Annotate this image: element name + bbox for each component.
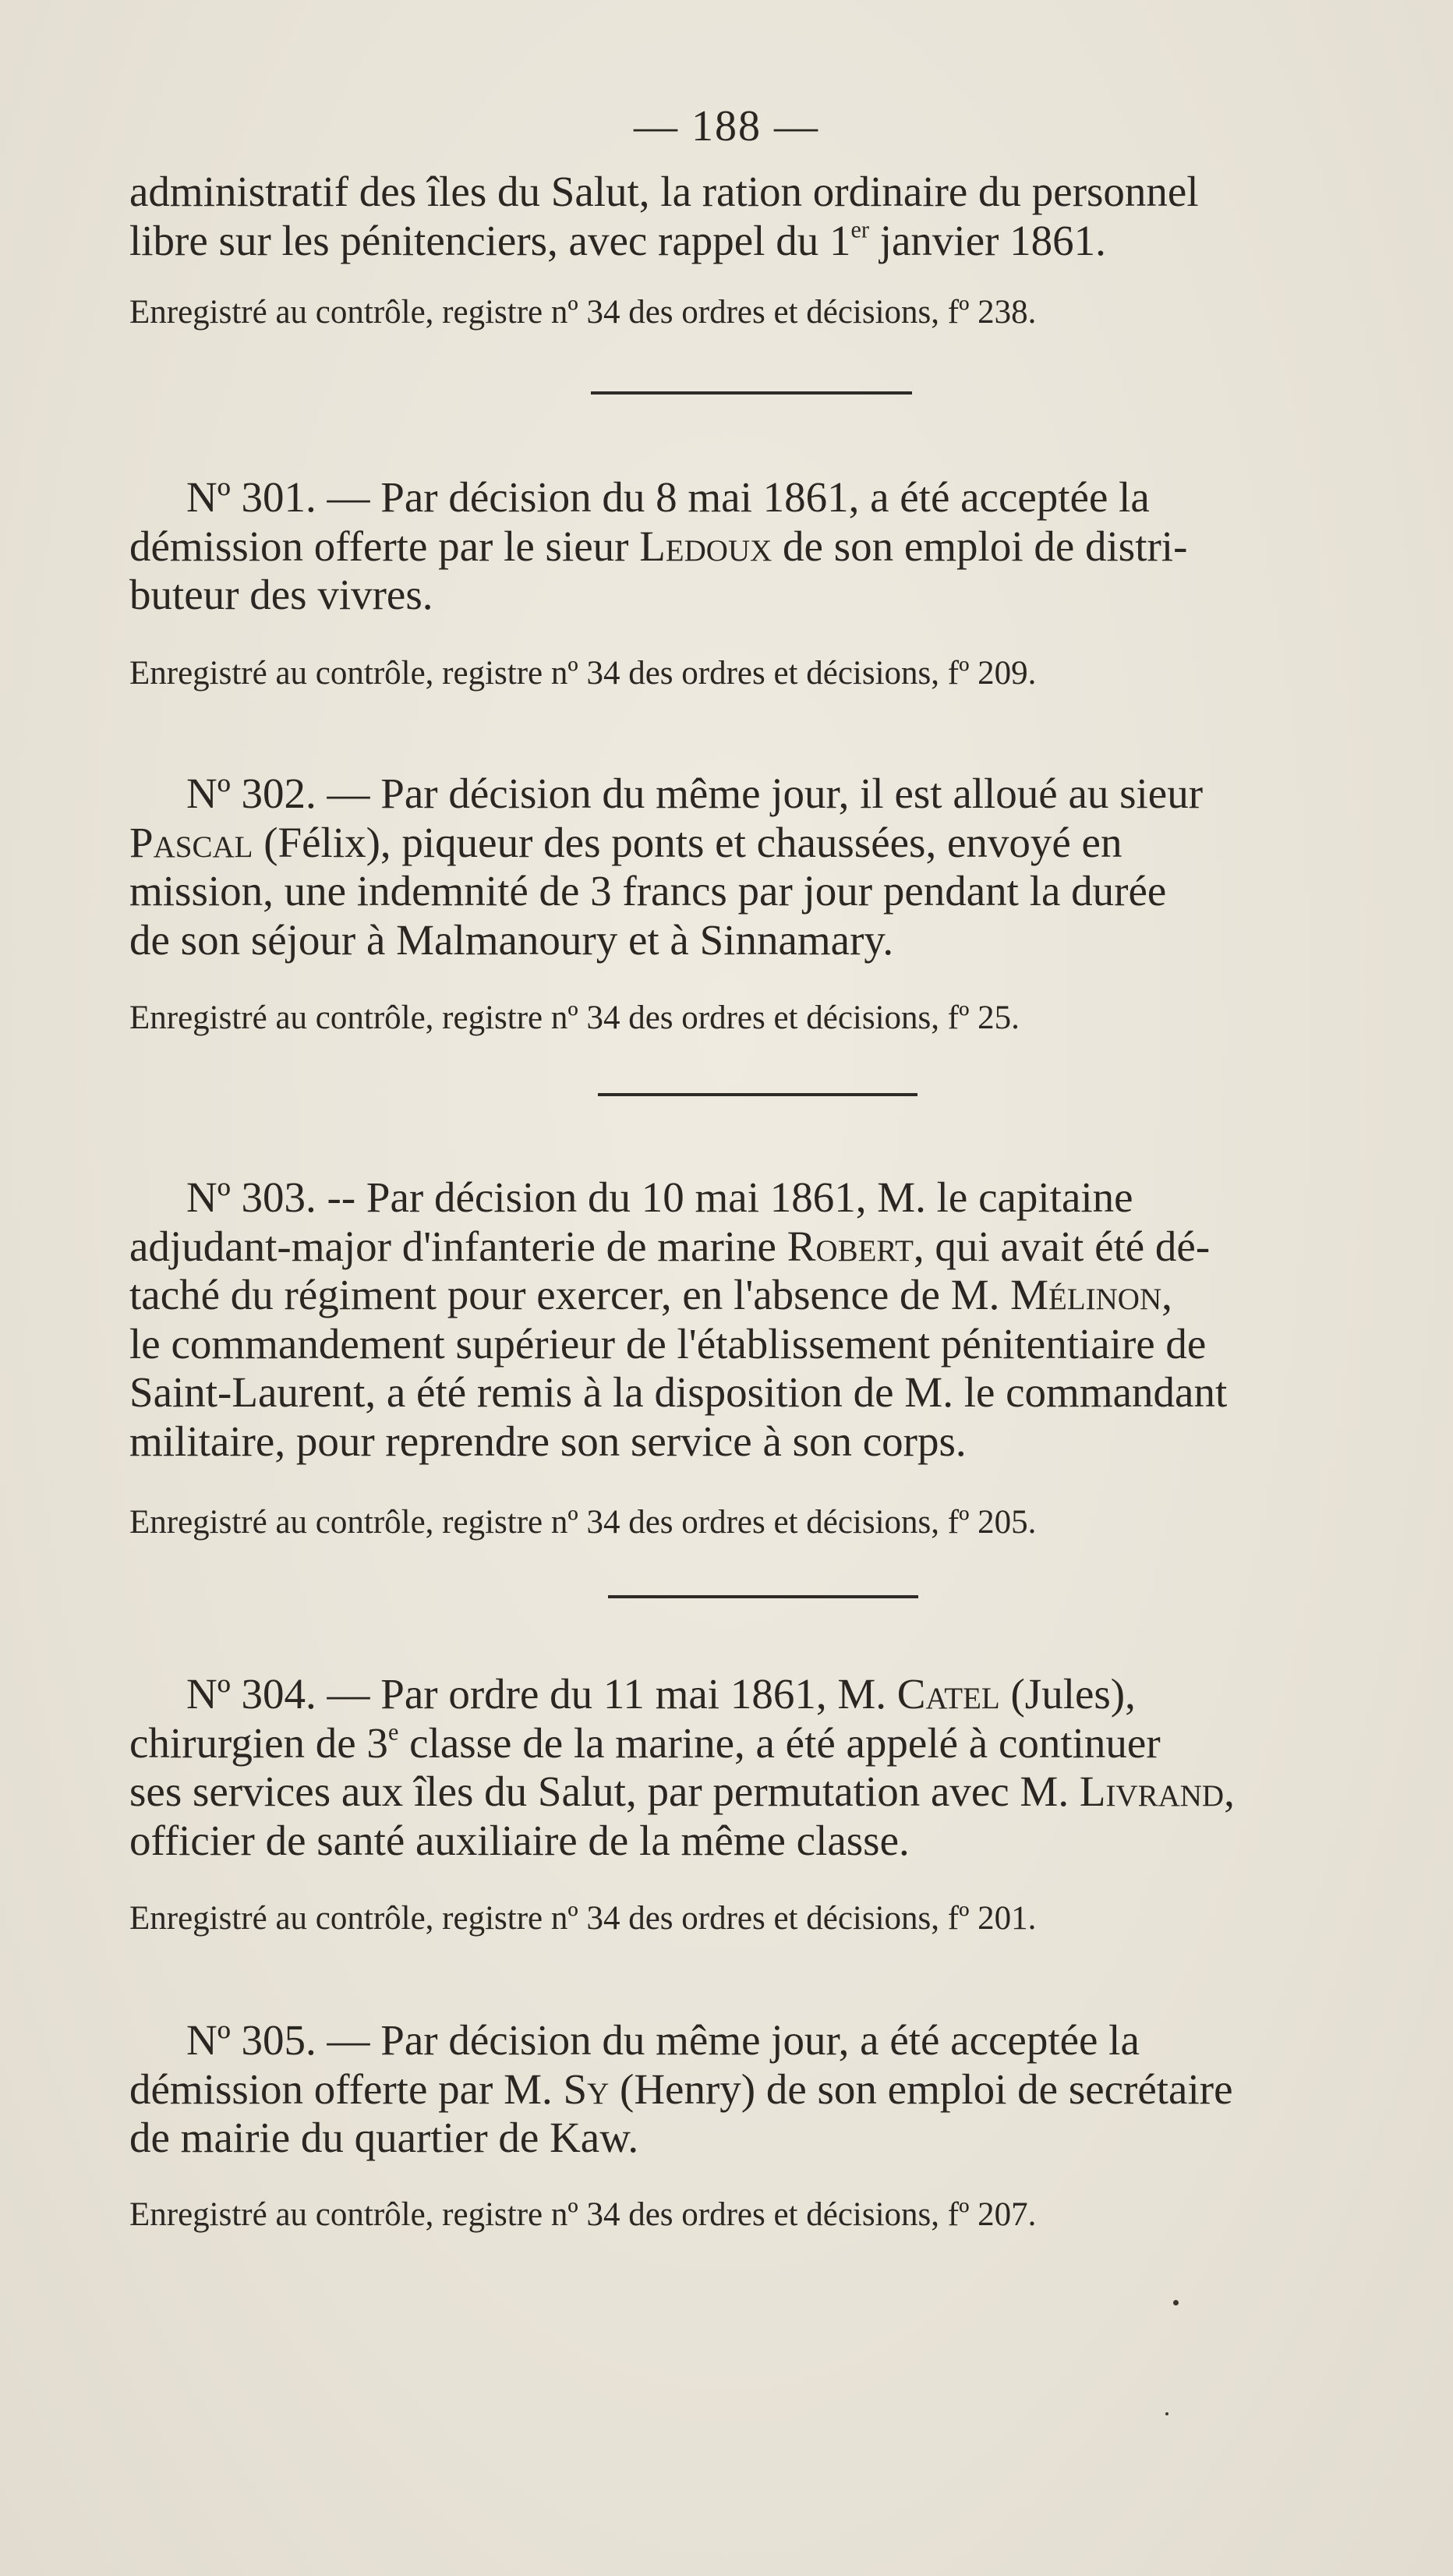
surname-livrand: Livrand	[1079, 1767, 1225, 1815]
entry-line: démission offerte par le sieur Ledoux de son emploi de distri-	[129, 522, 1188, 570]
separator-rule	[598, 1093, 917, 1096]
register-note: Enregistré au contrôle, registre nº 34 des ordres et décisions, fº 209.	[129, 655, 1037, 692]
register-note: Enregistré au contrôle, registre nº 34 des ordres et décisions, fº 25.	[129, 1000, 1020, 1036]
intro-line-2: libre sur les pénitenciers, avec rappel du 1er janvier 1861.	[129, 215, 1106, 264]
entry-line: militaire, pour reprendre son service à son corps.	[129, 1417, 967, 1465]
surname-sy: Sy	[563, 2065, 610, 2113]
entry-line: Nº 302. — Par décision du même jour, il est alloué au sieur	[186, 770, 1204, 817]
intro-paragraph	[129, 168, 1380, 265]
register-note: Enregistré au contrôle, registre nº 34 des ordres et décisions, fº 238.	[129, 294, 1037, 331]
entry-line: officier de santé auxiliaire de la même classe.	[129, 1816, 910, 1864]
entry-line: Nº 305. — Par décision du même jour, a été acceptée la	[186, 2016, 1140, 2064]
superscript-e: e	[387, 1718, 399, 1745]
entry-line: Nº 303. -- Par décision du 10 mai 1861, M. le capitaine	[186, 1173, 1133, 1221]
register-note: Enregistré au contrôle, registre nº 34 des ordres et décisions, fº 207.	[129, 2196, 1037, 2233]
entry-line: ses services aux îles du Salut, par permutation avec M. Livrand,	[129, 1767, 1235, 1815]
entry-line: de son séjour à Malmanoury et à Sinnamary.	[129, 915, 894, 964]
surname-pascal: Pascal	[129, 818, 253, 866]
register-note: Enregistré au contrôle, registre nº 34 des ordres et décisions, fº 201.	[129, 1900, 1037, 1937]
entry-line: adjudant-major d'infanterie de marine Robert, qui avait été dé-	[129, 1222, 1211, 1270]
entry-line: de mairie du quartier de Kaw.	[129, 2114, 639, 2161]
superscript-er: er	[850, 215, 869, 242]
entry-line: buteur des vivres.	[129, 571, 433, 618]
surname-catel: Catel	[896, 1670, 1000, 1718]
entry-305	[129, 2016, 1380, 2163]
entry-301	[129, 473, 1380, 620]
entry-302	[129, 770, 1380, 964]
entry-line: mission, une indemnité de 3 francs par jour pendant la durée	[129, 867, 1167, 915]
separator-rule	[608, 1595, 918, 1598]
entry-line: Nº 301. — Par décision du 8 mai 1861, a été acceptée la	[186, 473, 1150, 521]
separator-rule	[591, 391, 912, 395]
entry-line: taché du régiment pour exercer, en l'absence de M. Mélinon,	[129, 1271, 1172, 1318]
entry-line: Saint-Laurent, a été remis à la disposition de M. le commandant	[129, 1368, 1228, 1416]
entry-line: démission offerte par M. Sy (Henry) de son emploi de secrétaire	[129, 2065, 1233, 2113]
paper-speck	[1173, 2300, 1179, 2305]
surname-ledoux: Ledoux	[639, 522, 772, 570]
surname-melinon: Mélinon	[1010, 1271, 1162, 1318]
entry-line: chirurgien de 3e classe de la marine, a été appelé à continuer	[129, 1718, 1161, 1767]
intro-line-1: administratif des îles du Salut, la ration ordinaire du personnel	[129, 168, 1199, 215]
entry-line: Pascal (Félix), piqueur des ponts et chaussées, envoyé en	[129, 818, 1122, 866]
entry-303	[129, 1173, 1380, 1466]
entry-304	[129, 1670, 1380, 1865]
entry-line: le commandement supérieur de l'établissement pénitentiaire de	[129, 1319, 1207, 1368]
register-note: Enregistré au contrôle, registre nº 34 des ordres et décisions, fº 205.	[129, 1504, 1037, 1541]
paper-speck	[1165, 2412, 1168, 2415]
surname-robert: Robert	[787, 1222, 914, 1270]
entry-line: Nº 304. — Par ordre du 11 mai 1861, M. Catel (Jules),	[186, 1670, 1136, 1718]
page-number: — 188 —	[634, 102, 819, 150]
